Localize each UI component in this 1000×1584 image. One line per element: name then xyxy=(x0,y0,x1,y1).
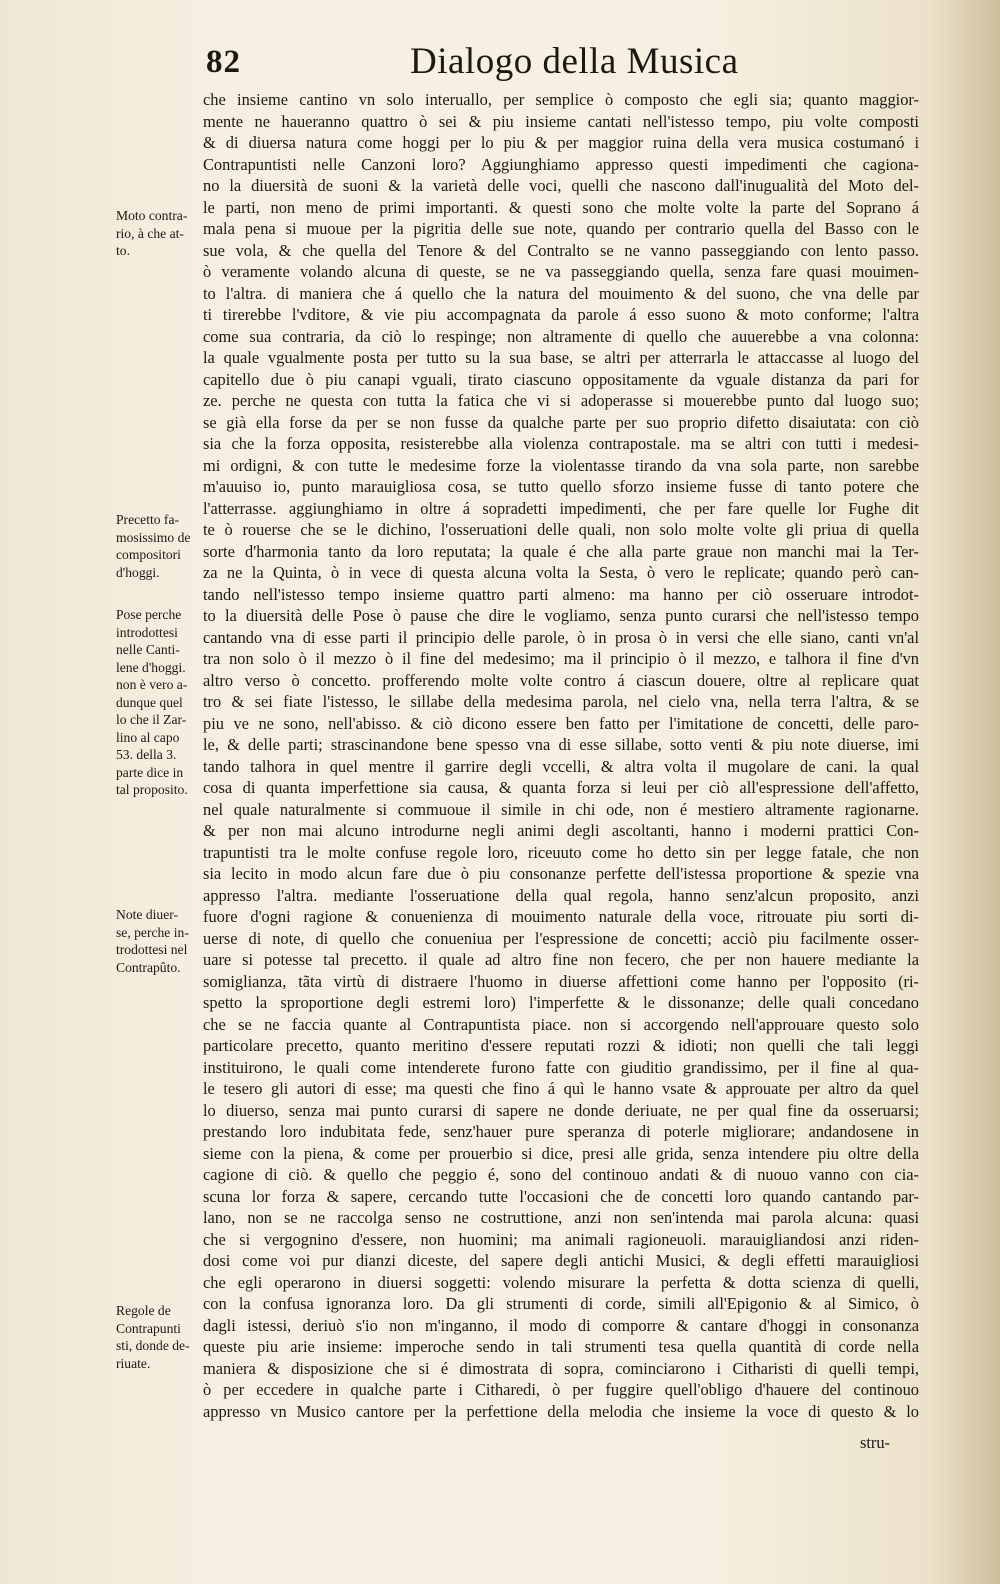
text-line: altro verso ò concetto. profferendo molte volte contro á ciascun douere, oltre al replicare quat xyxy=(203,670,919,690)
text-line: cagione di ciò. & quello che peggio é, sono del continouo andati & di nuouo vanno con cia- xyxy=(203,1165,919,1184)
text-line: capitello due ò piu canapi vguali, tirato ciascuno oppositamente da vguale distanza da pari for xyxy=(203,369,919,389)
text-line: come sua contraria, da ciò lo respinge; non altramente di quello che auuerebbe a vna colonna: xyxy=(203,326,919,346)
running-head: Dialogo della Musica xyxy=(410,41,739,82)
text-line: za ne la Quinta, ò in vece di questa alcuna volta la Sesta, ò vero le replicate; quando però can- xyxy=(203,563,919,582)
text-line: mente ne haueranno quattro ò sei & piu insieme cantati nell'istesso tempo, piu volte composti xyxy=(203,111,919,131)
text-line: ò veramente volando alcuna di queste, se ne va passeggiando quella, senza fare quasi mouimen- xyxy=(203,262,919,281)
text-line: appresso vn Musico cantore per la perfettione della melodia che insieme la voce di questo & lo xyxy=(203,1401,919,1421)
text-line: tra non solo ò il mezzo ò il fine del medesimo; ma il principio ò il mezzo, e talhora il fine d'vn xyxy=(203,649,919,668)
text-line: spetto la sproportione degli estremi loro) l'imperfette & le dissonanze; delle quali concedano xyxy=(203,993,919,1012)
text-line: particolare precetto, quanto meritino d'essere reputati rozzi & idioti; non quelli che tali leggi xyxy=(203,1036,919,1055)
main-text-block xyxy=(203,89,919,1422)
text-line: sue vola, & che quella del Tenore & del Contralto se ne vanno passeggiando con lento passo. xyxy=(203,240,919,260)
text-line: appresso l'altra. mediante l'osseruatione della qual regola, hanno senz'alcun proposito, anzi xyxy=(203,885,919,905)
text-line: scuna lor forza & sapere, cercando tutte l'occasioni che de concetti loro quando cantando par- xyxy=(203,1186,919,1206)
text-line: piu ve ne sono, nell'abisso. & ciò dicono essere ben fatto per l'imitatione de concetti, delle paro- xyxy=(203,713,919,733)
text-line: & per non mai alcuno introdurne negli animi degli ascoltanti, hanno i moderni prattici Con- xyxy=(203,821,919,840)
text-line: m'auuiso io, punto marauigliosa cosa, se tutto quello sforzo insieme fusse di tanto potere che xyxy=(203,477,919,496)
text-line: trapuntisti tra le molte confuse regole loro, riceuuto come ho detto sin per legge fatale, che non xyxy=(203,842,919,862)
text-line: l'atterrasse. aggiunghiamo in oltre á sopradetti impedimenti, che per fare quelle lor Fughe dit xyxy=(203,498,919,518)
text-line: dagli istessi, deriuò s'io non m'inganno, il modo di comporre & cantare d'hoggi in consonanza xyxy=(203,1315,919,1335)
text-line: che si vergognino d'essere, non huomini; ma animali ragioneuoli. marauigliandosi anzi riden- xyxy=(203,1229,919,1249)
text-line: tro & sei fiate l'istesso, le sillabe della medesima parola, nel cielo vna, nella terra l'altra, & se xyxy=(203,692,919,711)
text-line: cantando vna di esse parti il principio delle parole, ò in prosa ò in versi che elle siano, canti vn'al xyxy=(203,627,919,647)
text-line: le, & delle parti; strascinandone bene spesso vna di esse sillabe, sotto venti & piu note diuerse, imi xyxy=(203,735,919,754)
text-line: le parti, non meno de primi importanti. & questi sono che molte volte la parte del Soprano á xyxy=(203,197,919,217)
text-line: instituirono, le quali come intenderete furono fatte con giuditio grandissimo, per il fine al qua- xyxy=(203,1057,919,1077)
text-line: che egli operarono in diuersi soggetti: volendo misurare la perfetta & dotta scienza di quelli, xyxy=(203,1272,919,1292)
catchword: stru- xyxy=(859,1433,890,1452)
text-line: to l'altra. di maniera che á quello che la natura del mouimento & del suono, che vna delle par xyxy=(203,283,919,303)
text-line: ti tirerebbe l'vditore, & vie piu accompagnata da parole á esso suono & moto conforme; l'altra xyxy=(203,305,919,324)
text-line: nel quale naturalmente si commuoue il simile in chi ode, non é mestiero altramente ragionarne. xyxy=(203,799,919,819)
text-line: no la diuersità de suoni & la varietà delle voci, quelli che nascono dall'inugualità del Moto del- xyxy=(203,176,919,195)
text-line: la quale vgualmente posta per tutto su la sua base, se altri per atterrarla le attaccasse al luogo del xyxy=(203,348,919,367)
text-line: lo diuerso, senza mai punto curarsi di sapere ne donde deriuate, ne per qual fine da osseruarsi; xyxy=(203,1100,919,1120)
text-line: somiglianza, tãta virtù di distraere l'huomo in diuerse affettioni come hanno per l'opposito (ri- xyxy=(203,971,919,991)
page-header xyxy=(200,40,760,88)
text-line: to la diuersità delle Pose ò pause che dire le vogliamo, senza punto curarsi che nell'istesso tempo xyxy=(203,606,919,625)
text-line: te ò rouerse che se le dichino, l'osseruationi delle quali, non solo molte volte gli priua di quella xyxy=(203,520,919,539)
margin-note-precetto-famosissimo: Precetto fa- mosissimo de compositori d'hoggi. xyxy=(116,512,191,580)
text-line: le tesero gli autori di esse; ma questi che fino á quì le hanno vsate & approuate per altro da quel xyxy=(203,1079,919,1098)
text-line: sieme con la piena, & come per prouerbio si dice, presi alle grida, senza intendere piu oltre della xyxy=(203,1143,919,1163)
text-line: che insieme cantino vn solo interuallo, per semplice ò composto che egli sia; quanto maggior- xyxy=(203,90,919,109)
text-line: ò per eccedere in qualche parte i Citharedi, ò per fuggire quell'obligo d'hauere del continouo xyxy=(203,1380,919,1399)
text-line: cosa di quanta imperfettione sia causa, & quanta forza si leui per ciò all'espressione dell'affetto, xyxy=(203,778,919,797)
page-number: 82 xyxy=(206,44,241,80)
text-line: Contrapuntisti nelle Canzoni loro? Aggiunghiamo appresso questi impedimenti che cagiona- xyxy=(203,154,919,174)
text-line: queste piu arie insieme: imperoche sendo in tali strumenti tesa quella quantità di corde nella xyxy=(203,1337,919,1356)
text-line: uare si potesse tal precetto. il quale ad altro fine non fecero, che per non hauere mediante la xyxy=(203,950,919,969)
text-line: sia lecito in modo alcun fare due ò piu consonanze perfette dell'istessa proportione & spezie vna xyxy=(203,864,919,883)
margin-note-moto-contrario: Moto contra- rio, à che at- to. xyxy=(116,208,188,258)
text-line: prestando loro indubitata fede, senz'hauer pure speranza di poterle migliorare; andandosene in xyxy=(203,1122,919,1141)
text-line: se già ella forse da per se non fusse da qualche parte per suo proprio difetto disaiutata: con ciò xyxy=(203,412,919,432)
text-line: tando nell'istesso tempo insieme quattro parti almeno: ma hanno per ciò osseruare introdot- xyxy=(203,584,919,604)
text-line: con la confusa ignoranza loro. Da gli strumenti di corde, simili all'Epigonio & al Simico, ò xyxy=(203,1294,919,1313)
text-line: dosi come voi pur dianzi diceste, del sapere degli antichi Musici, & degli effetti marauigliosi xyxy=(203,1251,919,1270)
text-line: maniera & disposizione che si é dimostrata di sopra, cominciarono i Citharisti di quelli tempi, xyxy=(203,1358,919,1378)
text-line: & di diuersa natura come hoggi per lo piu & per maggior ruina della vera musica costumanó i xyxy=(203,133,919,152)
text-line: mala pena si muoue per la pigritia delle sue note, quando per contrario quella del Basso con le xyxy=(203,219,919,238)
text-line: lano, non se ne raccolga senso ne costruttione, anzi non sen'intenda mai parola alcuna: quasi xyxy=(203,1208,919,1227)
margin-note-note-diuerse: Note diuer- se, perche in- trodottesi nel Contrapûto. xyxy=(116,907,189,975)
text-line: sia che la forza opposita, resisterebbe alla violenza contrapostale. ma se altri con tutti i medesi- xyxy=(203,434,919,453)
margin-note-regole-contrapuntisti: Regole de Contrapunti sti, donde de- riuate. xyxy=(116,1303,190,1371)
text-line: fuore d'ogni ragione & conuenienza di mouimento naturale della voce, ritrouate piu sorti di- xyxy=(203,907,919,926)
text-line: mi ordigni, & con tutte le medesime forze la violentasse tirando da vna sola parte, non sarebbe xyxy=(203,455,919,475)
margin-note-pose-introdotte: Pose perche introdottesi nelle Canti- lene d'hoggi. non è vero a- dunque quel lo che il Zar- lino al capo 53. della 3. parte dice in tal proposito. xyxy=(116,607,188,797)
text-line: sorte d'harmonia tanto da loro reputata; la quale é che alla parte graue non manchi mai la Ter- xyxy=(203,541,919,561)
text-line: ze. perche ne questa con tutta la fatica che vi si adoperasse si mouerebbe punto dal luogo suo; xyxy=(203,391,919,410)
text-line: che se ne faccia quante al Contrapuntista piace. non si accorgendo nell'approuare questo solo xyxy=(203,1014,919,1034)
text-line: tando talhora in quel mentre il garrire degli vccelli, & altra volta il mugolare de cani. la qual xyxy=(203,756,919,776)
text-line: uerse di note, di quello che conueniua per l'espressione de concetti; acciò piu facilmente osser- xyxy=(203,928,919,948)
